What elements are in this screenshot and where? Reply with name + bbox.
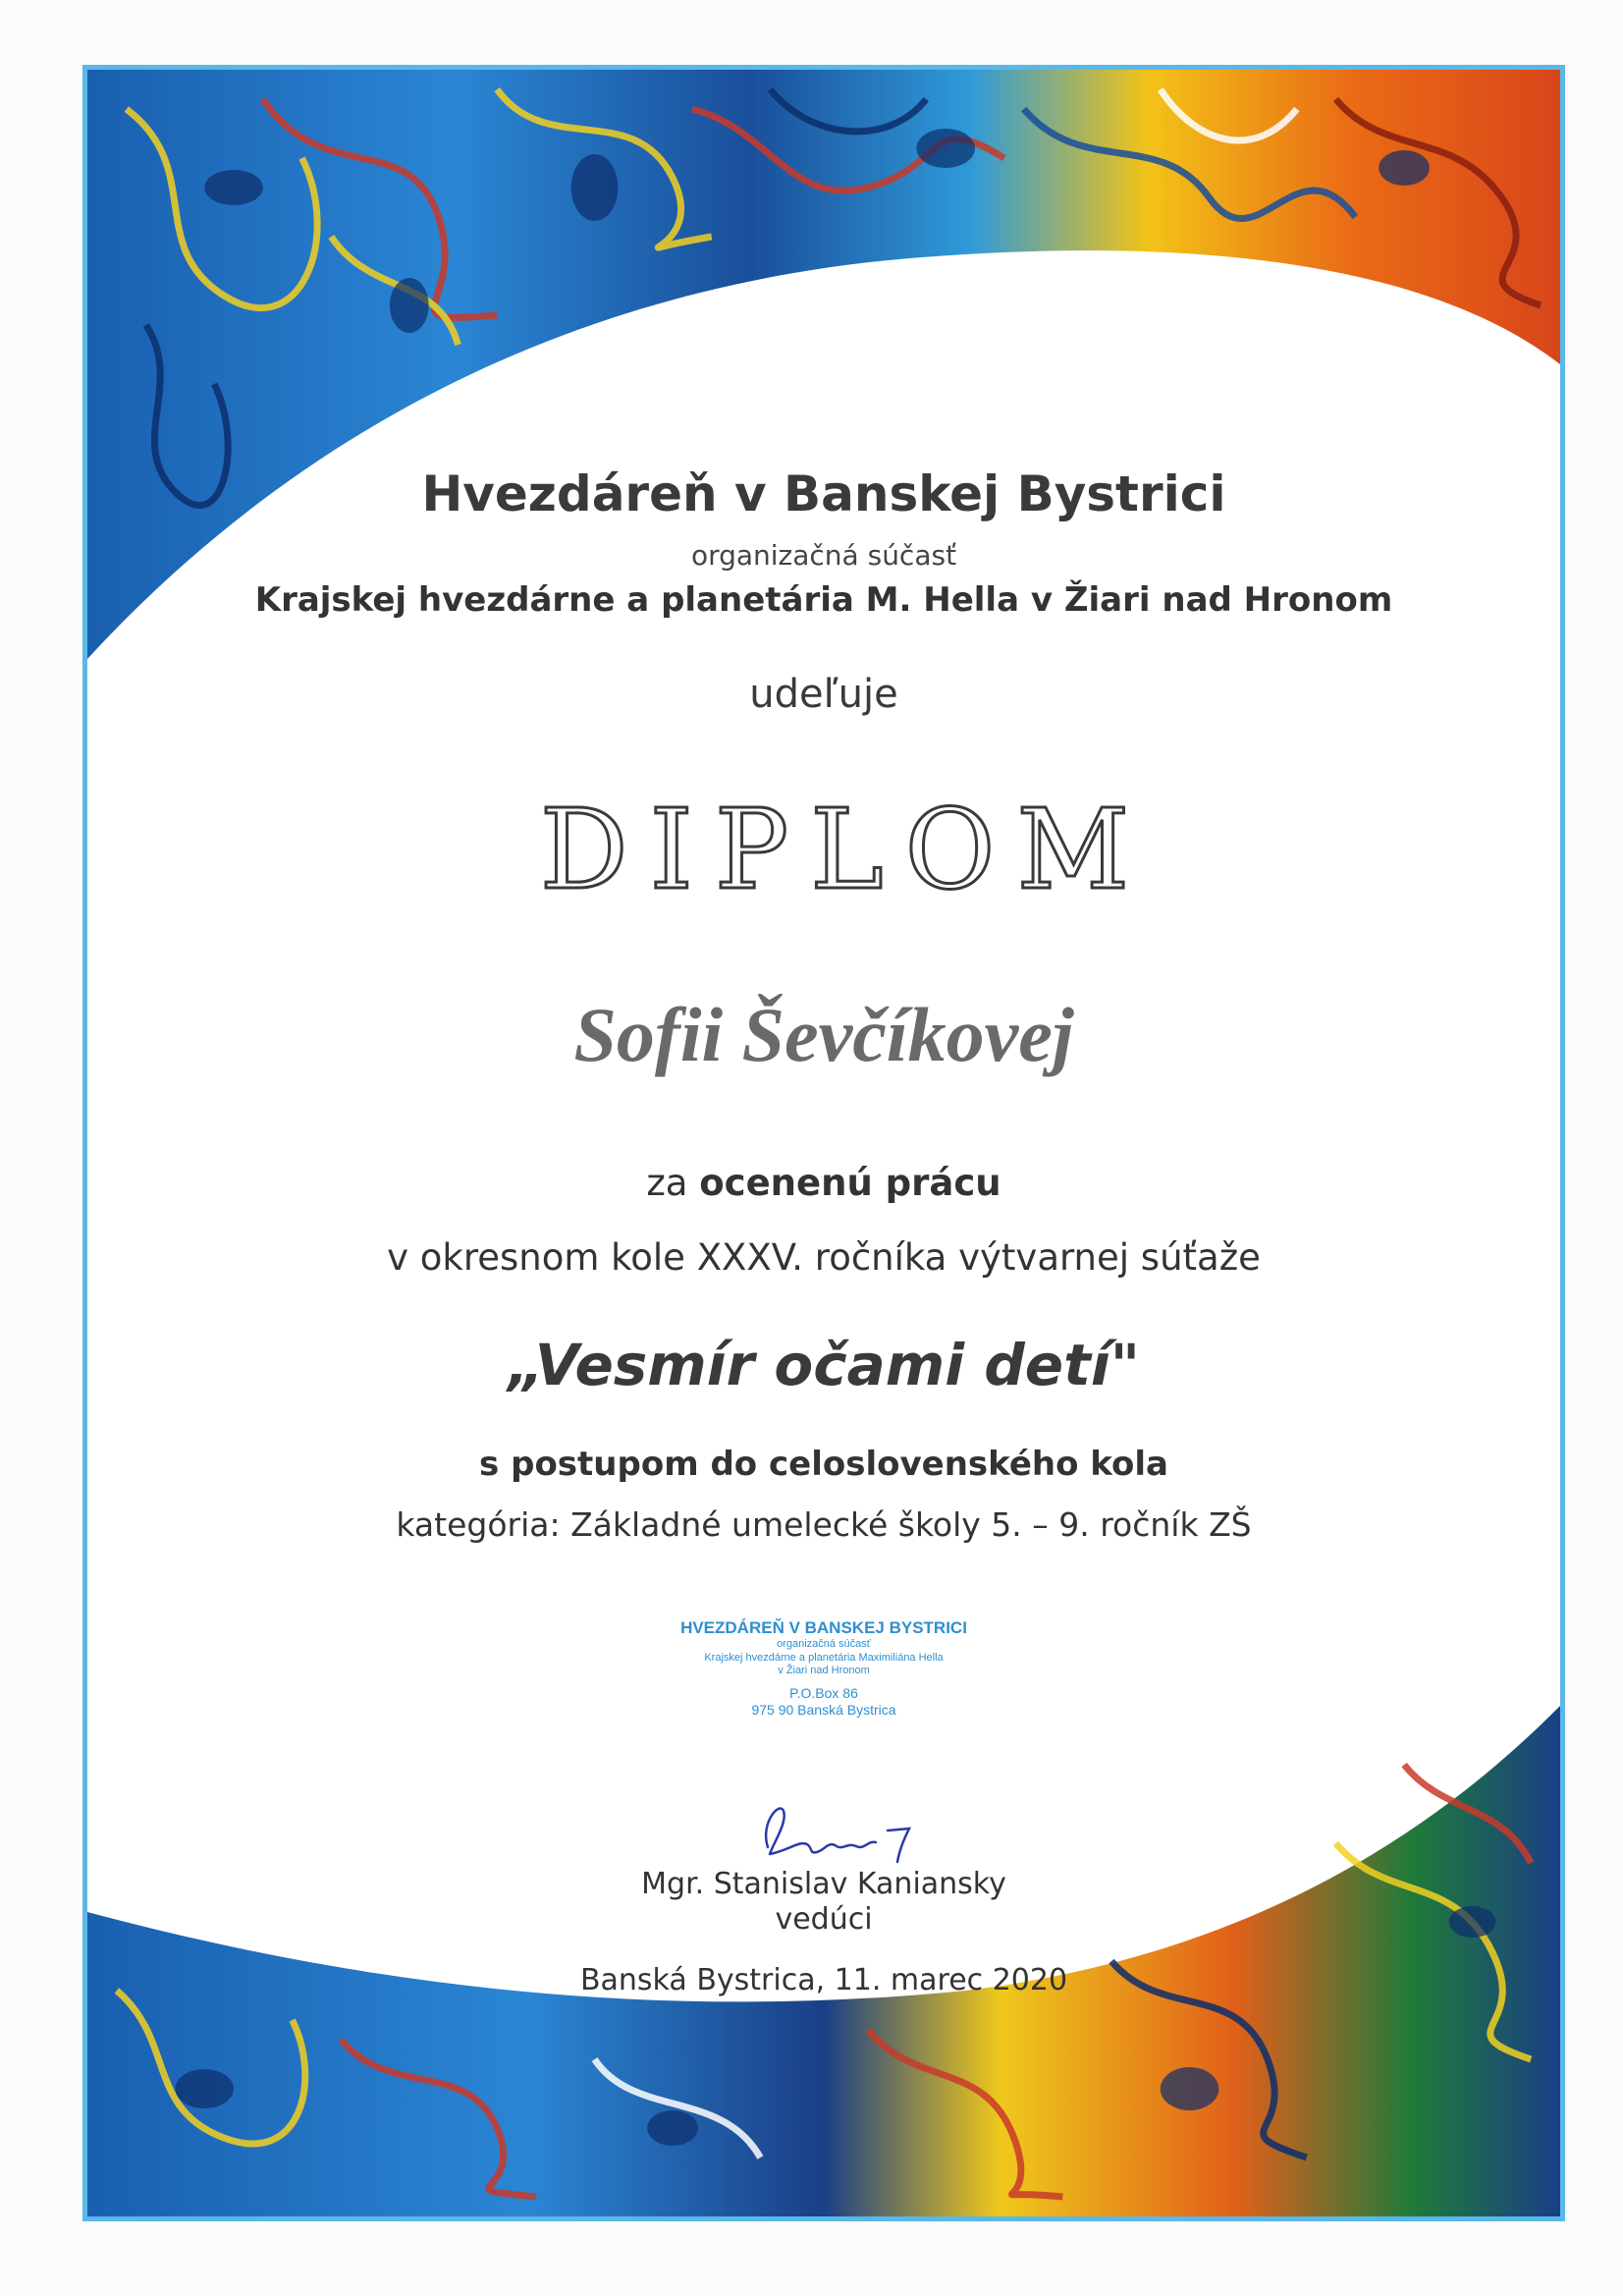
organization-name: Hvezdáreň v Banskej Bystrici <box>421 465 1226 522</box>
diploma-frame <box>82 65 1565 2221</box>
parent-organization: Krajskej hvezdárne a planetária M. Hella v Žiari nad Hronom <box>254 580 1393 620</box>
organization-subtitle: organizačná súčasť <box>690 539 957 572</box>
handwritten-signature <box>750 1793 927 1872</box>
stamp-line: organizačná súčasť <box>777 1638 871 1651</box>
diploma-content <box>87 70 1560 2216</box>
signer-role: vedúci <box>775 1902 873 1937</box>
round-text: v okresnom kole XXXV. ročníka výtvarnej súťaže <box>387 1236 1261 1279</box>
advance-text: s postupom do celoslovenského kola <box>479 1445 1168 1484</box>
organization-stamp <box>87 1618 1560 1719</box>
reason-prefix: za <box>646 1162 688 1204</box>
stamp-line: P.O.Box 86 <box>789 1684 858 1701</box>
signer-name: Mgr. Stanislav Kaniansky <box>641 1867 1006 1901</box>
category-text: kategória: Základné umelecké školy 5. – 9. ročník ZŠ <box>396 1505 1252 1544</box>
reason-line <box>87 1162 1560 1204</box>
place-and-date: Banská Bystrica, 11. marec 2020 <box>579 1963 1068 1997</box>
awards-text: udeľuje <box>749 672 898 717</box>
stamp-line: HVEZDÁREŇ V BANSKEJ BYSTRICI <box>680 1618 967 1637</box>
stamp-line: 975 90 Banská Bystrica <box>751 1701 896 1718</box>
recipient-name: Sofii Ševčíkovej <box>573 992 1074 1077</box>
reason-highlight: ocenenú prácu <box>699 1162 1001 1204</box>
competition-name: „Vesmír očami detí" <box>508 1332 1140 1398</box>
stamp-line: v Žiari nad Hronom <box>778 1664 870 1676</box>
document-title: DIPLOM <box>539 787 1152 914</box>
stamp-line: Krajskej hvezdárne a planetária Maximiliána Hella <box>704 1651 944 1664</box>
